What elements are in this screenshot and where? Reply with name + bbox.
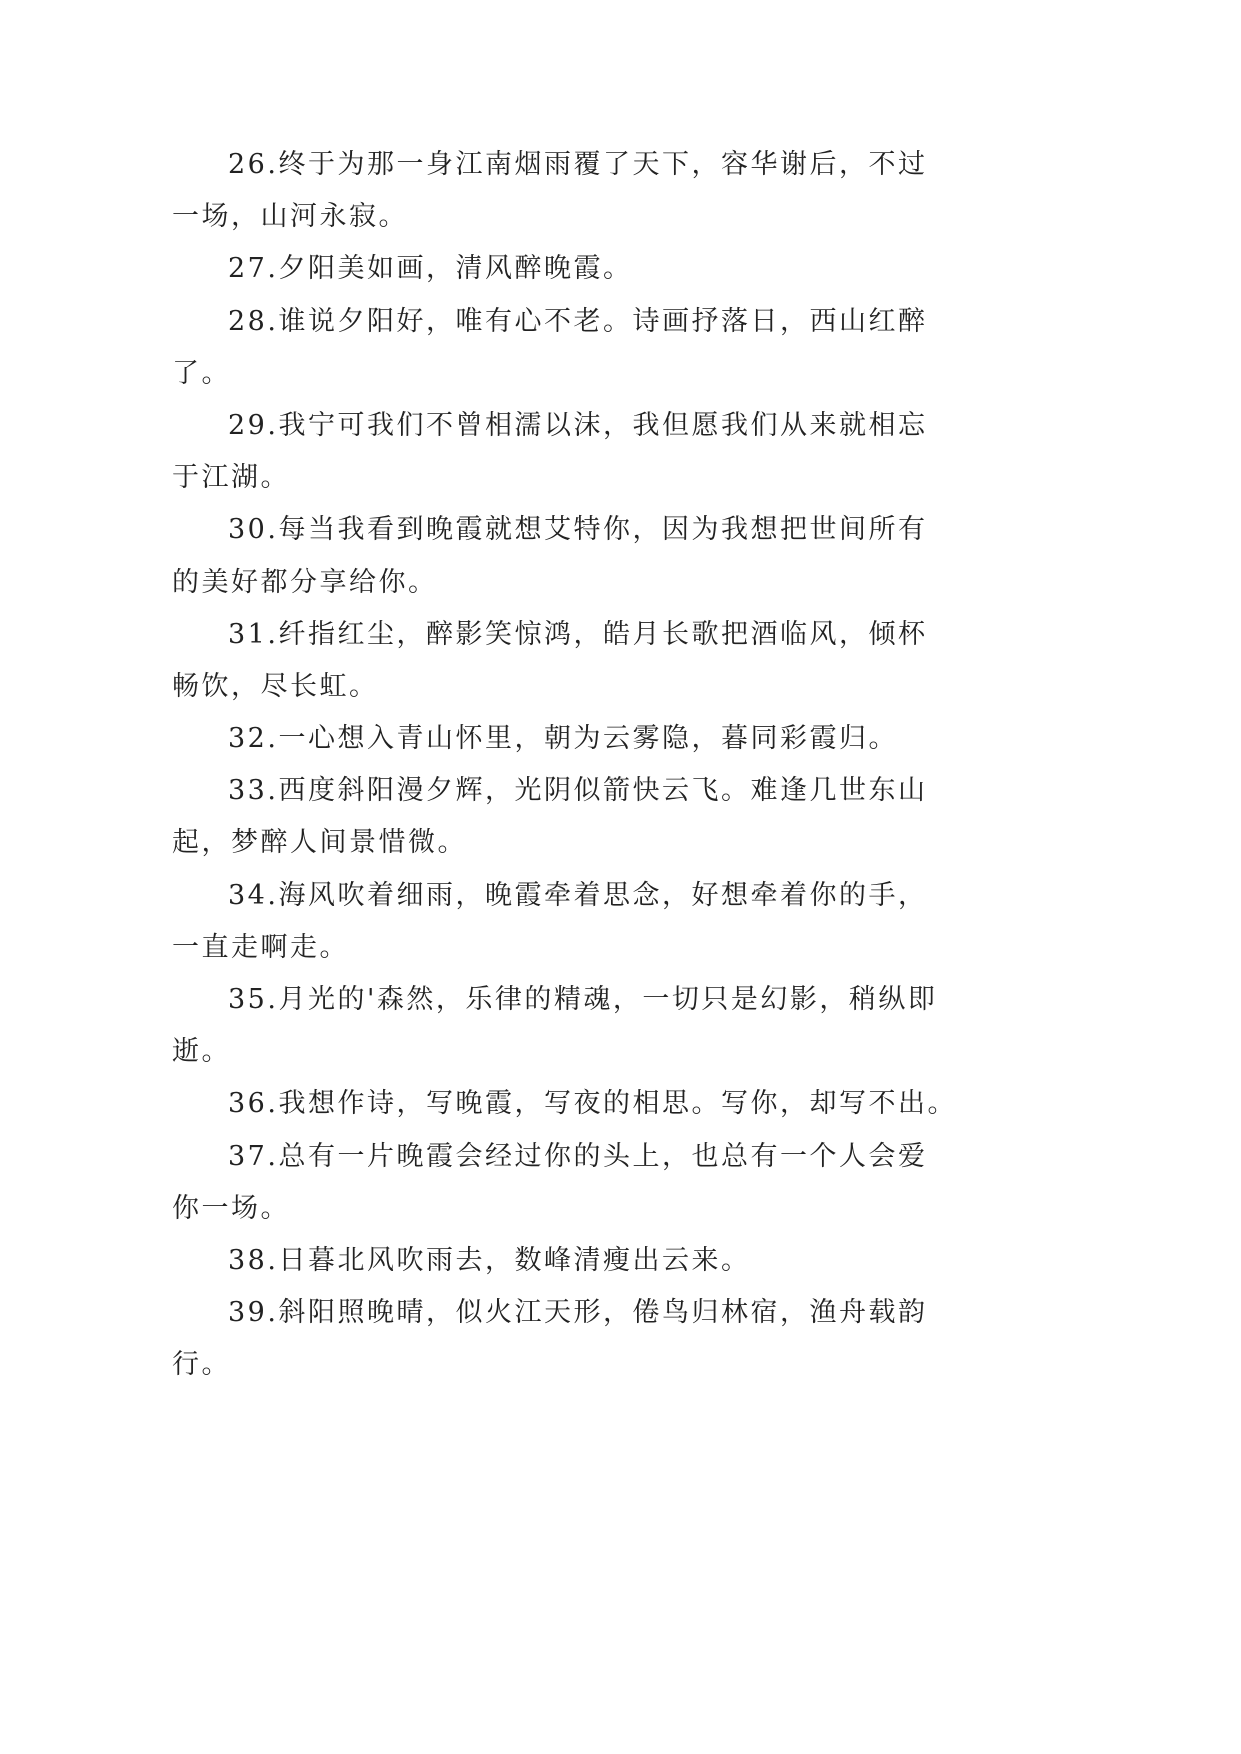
- paragraph-line: 31.纤指红尘，醉影笑惊鸿，皓月长歌把酒临风，倾杯: [228, 618, 928, 650]
- paragraph-line: 畅饮，尽长虹。: [172, 670, 379, 702]
- paragraph-line: 于江湖。: [172, 462, 290, 494]
- paragraph-30: [172, 504, 1052, 608]
- paragraph-line: 37.总有一片晚霞会经过你的头上，也总有一个人会爱: [228, 1140, 928, 1172]
- paragraph-line: 34.海风吹着细雨，晚霞牵着思念，好想牵着你的手，: [228, 879, 928, 911]
- paragraph-line: 一直走啊走。: [172, 931, 349, 963]
- paragraph-37: [172, 1131, 1052, 1235]
- paragraph-33: [172, 765, 1052, 869]
- paragraph-line: 行。: [172, 1349, 231, 1381]
- paragraph-38: [172, 1235, 1052, 1287]
- paragraph-line: 28.谁说夕阳好，唯有心不老。诗画抒落日，西山红醉: [228, 305, 928, 337]
- paragraph-27: [172, 243, 1052, 295]
- paragraph-line: 38.日暮北风吹雨去，数峰清瘦出云来。: [228, 1244, 751, 1276]
- paragraph-line: 逝。: [172, 1036, 231, 1068]
- paragraph-28: [172, 296, 1052, 400]
- paragraph-line: 30.每当我看到晚霞就想艾特你，因为我想把世间所有: [228, 514, 928, 546]
- paragraph-line: 39.斜阳照晚晴，似火江天形，倦鸟归林宿，渔舟载韵: [228, 1297, 928, 1329]
- paragraph-line: 36.我想作诗，写晚霞，写夜的相思。写你，却写不出。: [228, 1088, 957, 1120]
- paragraph-29: [172, 400, 1052, 504]
- paragraph-32: [172, 713, 1052, 765]
- paragraph-line: 一场，山河永寂。: [172, 201, 408, 233]
- paragraph-line: 32.一心想入青山怀里，朝为云雾隐，暮同彩霞归。: [228, 723, 898, 755]
- paragraph-line: 你一场。: [172, 1192, 290, 1224]
- paragraph-26: [172, 139, 1052, 243]
- paragraph-line: 33.西度斜阳漫夕辉，光阴似箭快云飞。难逢几世东山: [228, 775, 928, 807]
- paragraph-line: 35.月光的'森然，乐律的精魂，一切只是幻影，稍纵即: [228, 984, 938, 1015]
- paragraph-line: 29.我宁可我们不曾相濡以沫，我但愿我们从来就相忘: [228, 409, 928, 441]
- paragraph-36: [172, 1078, 1052, 1130]
- paragraph-line: 的美好都分享给你。: [172, 566, 438, 598]
- paragraph-line: 27.夕阳美如画，清风醉晚霞。: [228, 253, 633, 285]
- paragraph-line: 起，梦醉人间景惜微。: [172, 827, 467, 859]
- paragraph-line: 26.终于为那一身江南烟雨覆了天下，容华谢后，不过: [228, 149, 928, 180]
- paragraph-39: [172, 1287, 1052, 1391]
- paragraph-31: [172, 609, 1052, 713]
- paragraph-35: [172, 974, 1052, 1078]
- body-text: [172, 139, 1052, 1392]
- paragraph-34: [172, 870, 1052, 974]
- paragraph-line: 了。: [172, 357, 231, 389]
